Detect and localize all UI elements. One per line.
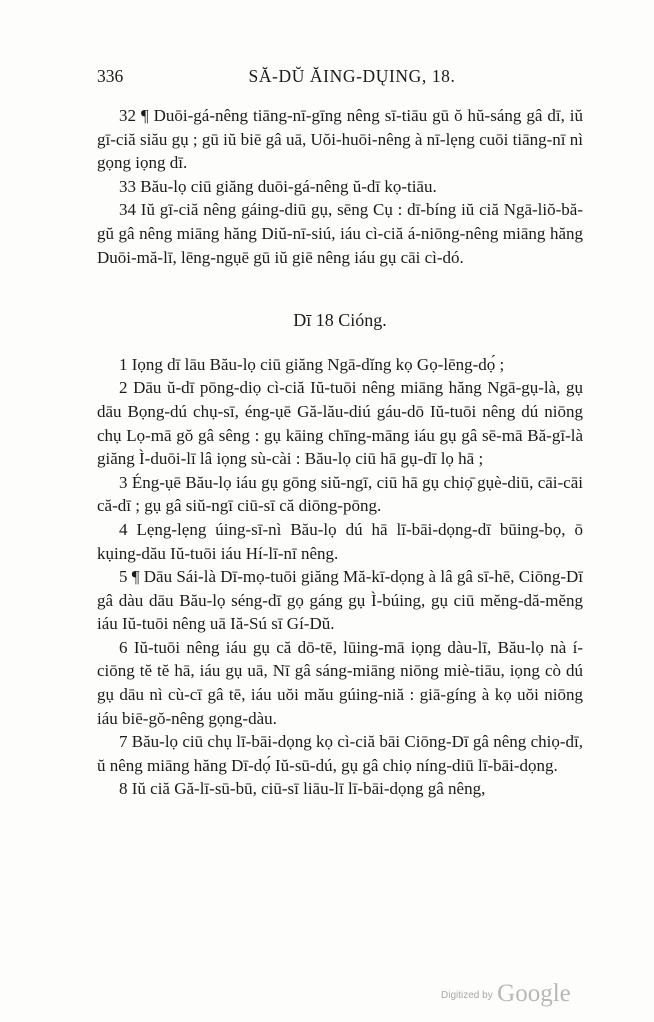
verse-paragraph: 32 ¶ Duōi-gá-nêng tiāng-nī-gīng nêng sī-tiāu gū ŏ hŭ-sáng gâ dī, iŭ gī-ciă siău gụ ; gū iŭ biē gâ uā, Uŏi-huōi-nêng à nī-lẹng cuōi tiāng-nī nì gọng iọng dī. <box>97 106 583 173</box>
running-title: SĂ-DŬ ĂING-DŲING, 18. <box>248 66 456 86</box>
verse-paragraph: 3 Éng-ụē Bău-lọ iáu gụ gōng siŭ-ngī, ciū hā gụ chiọ̄ gụè-diū, cāi-cāi că-dī ; gụ gâ siŭ-ngī ciū-sī că diōng-pōng. <box>97 472 583 516</box>
verse-paragraph: 5 ¶ Dāu Sái-là Dī-mọ-tuōi giăng Mă-kī-dọng à lâ gâ sī-hē, Ciōng-Dī gâ dàu dāu Bău-lọ séng-dī gọ gáng gụ Ì-búing, gụ ciū mĕng-dă-mĕng iáu Iŭ-tuōi nêng uā Iă-Sú sī Gí-Dŭ. <box>97 567 583 634</box>
running-header <box>97 66 567 92</box>
page-number: 336 <box>97 66 124 86</box>
verse-paragraph: 1 Iọng dī lāu Bău-lọ ciū giăng Ngā-dĭng kọ Gọ-lēng-dọ́ ; <box>119 354 505 374</box>
verse-paragraph: 4 Lẹng-lẹng úing-sī-nì Bău-lọ dú hā lī-bāi-dọng-dī būing-bọ, ō kụing-dău Iŭ-tuōi iáu Hí-lī-nī nêng. <box>97 519 583 563</box>
verse-paragraph: 6 Iŭ-tuōi nêng iáu gụ că dō-tē, lūing-mā iọng dàu-lī, Bău-lọ nà í-ciōng tĕ tĕ hā, iáu gụ uā, Nī gâ sáng-miāng niōng miè-tiāu, iọng cò dú gụ dāu nì cù-cī gâ tē, iáu uŏi mău gúing-niă : giā-gíng à kọ uŏi niōng iáu biē-gŏ-nêng gọng-dàu. <box>97 637 583 728</box>
digitized-label: Digitized by <box>441 990 493 1001</box>
verse-paragraph: 34 Iŭ gī-ciă nêng gáing-diū gụ, sēng Cụ : dī-bíng iŭ ciă Ngā-liŏ-bă-gŭ gâ nêng miāng hăng Diŭ-nī-siú, iáu cì-ciă á-niōng-nêng miāng hăng Duōi-mă-lī, lēng-ngụē gū iŭ giē nêng iáu gụ cāi cì-dó. <box>97 200 583 267</box>
verse-paragraph: 8 Iŭ ciă Gă-lī-sū-bū, ciū-sī liāu-lī lī-bāi-dọng gâ nêng, <box>119 779 486 799</box>
verse-paragraph: 33 Bău-lọ ciū giăng duōi-gá-nêng ŭ-dī kọ-tiāu. <box>119 176 437 196</box>
digitized-watermark <box>441 980 571 1008</box>
verse-paragraph: 7 Bău-lọ ciū chụ lī-bāi-dọng kọ cì-ciă bāi Ciōng-Dī gâ nêng chiọ-dī, ŭ nêng miāng hăng Dī-dọ́ Iŭ-sū-dú, gụ gâ chiọ níng-diū lī-bāi-dọng. <box>97 732 583 775</box>
chapter-heading: Dī 18 Cióng. <box>293 310 387 331</box>
body-text <box>97 104 583 801</box>
verse-paragraph: 2 Dāu ŭ-dī pōng-diọ cì-ciă Iŭ-tuōi nêng miāng hăng Ngā-gụ-là, gụ dāu Bọng-dú chụ-sī, éng-ụē Gă-lău-diú gáu-dō Iŭ-tuōi nêng dú niōng chụ Lọ-mā gŏ gâ sêng : gụ kāing chīng-māng iáu gụ gâ sē-mā Bă-gī-là giăng Ì-duōi-lī lâ iọng sù-cài : Bău-lọ ciū hā gụ-dī lọ hā ; <box>97 378 583 469</box>
google-logo: Google <box>497 980 571 1007</box>
